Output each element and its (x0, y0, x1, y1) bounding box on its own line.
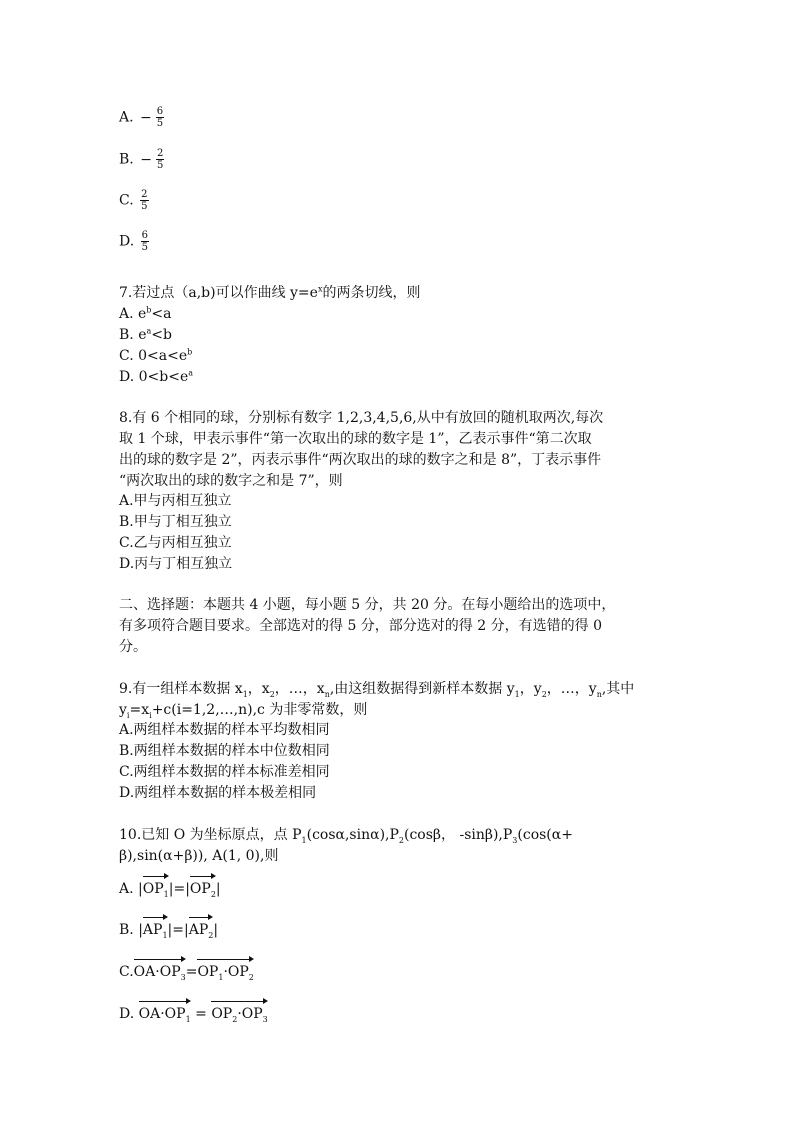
q7-option-d (119, 367, 193, 387)
vector-arrow-icon (134, 956, 186, 962)
option-letter: B. (119, 922, 134, 938)
option-text: A. e (119, 306, 147, 322)
stem-text: 7.若过点（a,b)可以作曲线 y=e (119, 285, 318, 301)
section2-heading-line: 二、选择题：本题共 4 小题，每小题 5 分，共 20 分。在每小题给出的选项中， (119, 597, 616, 613)
q8-option-a: A.甲与丙相互独立 (119, 493, 232, 509)
vector (143, 914, 168, 940)
q8-option-c: C.乙与丙相互独立 (119, 535, 232, 551)
vector-arrow-icon (143, 873, 169, 879)
q8-stem-line: 取 1 个球，甲表示事件“第一次取出的球的数字是 1”，乙表示事件“第二次取 (119, 431, 592, 447)
subscript: 2 (269, 689, 275, 699)
q7-option-c (119, 346, 192, 366)
stem-text: 9.有一组样本数据 x (119, 681, 243, 697)
equals-sign: = (172, 922, 184, 938)
q10-option-d (119, 998, 268, 1024)
subscript: i (149, 710, 152, 720)
vector-label: OP (142, 881, 164, 897)
subscript: 3 (512, 835, 518, 845)
option-letter: B. (119, 151, 134, 168)
subscript: 2 (210, 889, 216, 899)
stem-text: (cosα,sinα),P (306, 827, 399, 843)
subscript: 3 (262, 1014, 268, 1024)
vector-arrow-icon (143, 914, 168, 920)
q7-option-b (119, 325, 172, 345)
minus-sign: − (140, 151, 152, 168)
stem-text: ,其中 (601, 681, 635, 697)
stem-text: ，x (247, 681, 270, 697)
vector (197, 956, 253, 982)
option-letter: D. (119, 1006, 135, 1022)
exponent: a (188, 368, 194, 378)
vector-label: ·OP (237, 1006, 263, 1022)
vector-label: OP (189, 881, 211, 897)
q8-stem-line: “两次取出的球的数字之和是 7”，则 (119, 473, 343, 489)
q10-option-a: A. | $OP_1|=|$ $OP_2|$ (119, 873, 221, 899)
subscript: 2 (208, 930, 214, 940)
subscript: n (324, 689, 330, 699)
denominator: 5 (156, 118, 164, 129)
stem-text: ，…，x (274, 681, 325, 697)
stem-text: +c(i=1,2,…,n),c 为非零常数，则 (151, 702, 368, 718)
q9-option-d: D.两组样本数据的样本极差相同 (119, 785, 317, 801)
vector-arrow-icon (197, 956, 253, 962)
q10-option-b: B. | $AP_1|=|$ $AP_2|$ (119, 914, 218, 940)
subscript: 1 (218, 972, 224, 982)
fraction (156, 106, 164, 129)
vector-arrow-icon (211, 998, 267, 1004)
q10-option-c (119, 956, 254, 982)
vector-label: OA·OP (133, 964, 181, 980)
q6-option-c (119, 189, 149, 212)
fraction (140, 189, 148, 212)
stem-text: 的两条切线，则 (322, 285, 421, 301)
q6-option-a (119, 106, 164, 129)
vector (211, 998, 267, 1024)
stem-text: ，…，y (546, 681, 597, 697)
option-text: <a (151, 306, 172, 322)
subscript: 2 (541, 689, 547, 699)
subscript: 2 (398, 835, 404, 845)
vector-arrow-icon (190, 873, 216, 879)
option-text: <b (151, 327, 172, 343)
fraction (156, 148, 164, 171)
subscript: 1 (242, 689, 248, 699)
vector (143, 873, 169, 899)
subscript: 2 (232, 1014, 238, 1024)
stem-text: y (119, 702, 127, 718)
q8-stem-line: 8.有 6 个相同的球，分别标有数字 1,2,3,4,5,6,从中有放回的随机取两次,每次 (119, 410, 604, 426)
stem-text: ，y (519, 681, 542, 697)
section2-heading-line: 有多项符合题目要求。全部选对的得 5 分，部分选对的得 2 分，有选错的得 0 (119, 618, 602, 634)
vector-label: AP (142, 922, 163, 938)
numerator: 2 (141, 189, 148, 200)
subscript: i (126, 710, 130, 720)
q8-option-b: B.甲与丁相互独立 (119, 514, 232, 530)
subscript: 2 (248, 972, 254, 982)
vector-label: AP (188, 922, 209, 938)
exponent: b (187, 347, 193, 357)
stem-text: 10.已知 O 为坐标原点，点 P (119, 827, 302, 843)
subscript: 1 (162, 930, 168, 940)
q9-option-c: C.两组样本数据的样本标准差相同 (119, 764, 330, 780)
equals-sign: = (173, 881, 186, 897)
subscript: 1 (163, 889, 169, 899)
q8-stem-line: 出的球的数字是 2”，丙表示事件“两次取出的球的数字之和是 8”，丁表示事件 (119, 452, 602, 468)
option-letter: C. (119, 192, 134, 209)
denominator: 5 (156, 160, 164, 171)
option-text: B. e (119, 327, 147, 343)
option-letter: A. (119, 881, 134, 897)
q9-stem-line (119, 700, 367, 720)
vector-label: OP (197, 964, 219, 980)
stem-text: (cosβ， -sinβ),P (404, 827, 513, 843)
vector-label: ·OP (223, 964, 249, 980)
vector (139, 998, 191, 1024)
numerator: 6 (141, 230, 149, 241)
exponent: x (317, 284, 323, 294)
vector-label: OP (211, 1006, 233, 1022)
vector (190, 873, 216, 899)
q6-option-b (119, 148, 164, 171)
vector-arrow-icon (139, 998, 191, 1004)
numerator: 6 (156, 106, 164, 117)
vector-label: OA·OP (138, 1006, 186, 1022)
stem-text: =x (129, 702, 150, 718)
exponent: a (146, 326, 152, 336)
q9-option-b: B.两组样本数据的样本中位数相同 (119, 743, 330, 759)
exponent: b (146, 305, 152, 315)
subscript: 1 (185, 1014, 191, 1024)
subscript: n (596, 689, 602, 699)
equals-sign: = (185, 964, 198, 980)
option-letter: C. (119, 964, 134, 980)
vector (189, 914, 214, 940)
option-text: D. 0<b<e (119, 369, 189, 385)
q6-option-d (119, 230, 149, 253)
minus-sign: − (140, 109, 152, 126)
q9-stem-line (119, 679, 634, 699)
subscript: 1 (514, 689, 520, 699)
q7-option-a (119, 304, 172, 324)
q9-option-a: A.两组样本数据的样本平均数相同 (119, 722, 330, 738)
q7-stem (119, 283, 420, 303)
section2-heading-line: 分。 (119, 639, 147, 655)
subscript: 1 (301, 835, 307, 845)
denominator: 5 (141, 242, 149, 253)
option-letter: A. (119, 109, 134, 126)
equals-sign: = (190, 1006, 212, 1022)
denominator: 5 (141, 201, 148, 212)
stem-text: (cos(α+ (517, 827, 573, 843)
q10-stem-line (119, 825, 573, 845)
vector-arrow-icon (189, 914, 214, 920)
q10-stem-line: β),sin(α+β)), A(1, 0),则 (119, 848, 279, 864)
option-letter: D. (119, 233, 135, 250)
subscript: 3 (180, 972, 186, 982)
fraction (141, 230, 149, 253)
stem-text: ,由这组数据得到新样本数据 y (329, 681, 515, 697)
vector (134, 956, 186, 982)
numerator: 2 (156, 148, 164, 159)
option-text: C. 0<a<e (119, 348, 188, 364)
q8-option-d: D.丙与丁相互独立 (119, 556, 233, 572)
